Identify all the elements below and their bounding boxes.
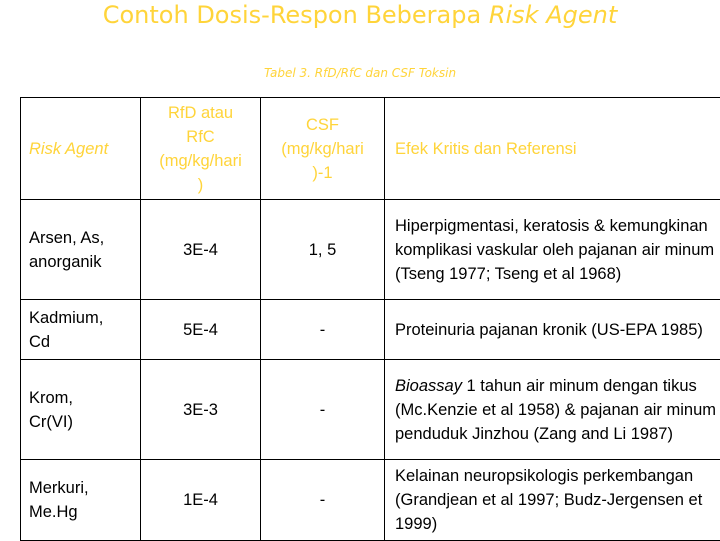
dose-response-table	[20, 97, 720, 541]
cell-agent	[21, 200, 141, 300]
cell-rfd: 3E-3	[141, 360, 261, 460]
cell-csf: 1, 5	[261, 200, 385, 300]
slide-title	[0, 0, 720, 30]
effect-italic: Bioassay	[395, 377, 462, 395]
agent-line: Merkuri,	[29, 479, 89, 497]
table-row	[21, 360, 720, 460]
table-caption: Tabel 3. RfD/RfC dan CSF Toksin	[0, 66, 720, 80]
cell-effect: Hiperpigmentasi, keratosis & kemungkinan komplikasi vaskular oleh pajanan air minum (Tseng 1977; Tseng et al 1968)	[385, 200, 720, 300]
effect-rest: 1 tahun air minum dengan tikus (Mc.Kenzie et al 1958) & pajanan air minum penduduk Jinzhou (Zang and Li 1987)	[395, 377, 716, 443]
agent-line: Krom,	[29, 389, 73, 407]
header-csf-line: (mg/kg/hari	[281, 140, 364, 158]
agent-line: anorganik	[29, 253, 101, 271]
header-rfd	[141, 98, 261, 200]
cell-agent	[21, 300, 141, 360]
slide-title-italic: Risk Agent	[489, 1, 617, 29]
cell-agent	[21, 460, 141, 541]
agent-line: Cd	[29, 333, 50, 351]
cell-rfd: 1E-4	[141, 460, 261, 541]
cell-csf: -	[261, 360, 385, 460]
agent-line: Me.Hg	[29, 503, 78, 521]
header-rfd-line: RfD atau	[168, 104, 233, 122]
header-rfd-line: RfC	[186, 128, 214, 146]
cell-csf: -	[261, 460, 385, 541]
table-row	[21, 460, 720, 541]
table-row	[21, 300, 720, 360]
header-rfd-line: )	[198, 176, 204, 194]
header-risk-agent: Risk Agent	[21, 98, 141, 200]
agent-line: Kadmium,	[29, 309, 103, 327]
header-csf-line: CSF	[306, 116, 339, 134]
cell-rfd: 3E-4	[141, 200, 261, 300]
agent-line: Arsen, As,	[29, 229, 104, 247]
header-csf	[261, 98, 385, 200]
cell-effect: Kelainan neuropsikologis perkembangan (Grandjean et al 1997; Budz-Jergensen et 1999)	[385, 460, 720, 541]
cell-csf: -	[261, 300, 385, 360]
cell-agent	[21, 360, 141, 460]
table-row	[21, 200, 720, 300]
header-rfd-line: (mg/kg/hari	[159, 152, 242, 170]
cell-rfd: 5E-4	[141, 300, 261, 360]
cell-effect: Proteinuria pajanan kronik (US-EPA 1985)	[385, 300, 720, 360]
header-effect: Efek Kritis dan Referensi	[385, 98, 720, 200]
slide-title-main: Contoh Dosis-Respon Beberapa	[103, 1, 489, 29]
header-csf-line: )-1	[312, 164, 332, 182]
cell-effect	[385, 360, 720, 460]
agent-line: Cr(VI)	[29, 413, 73, 431]
header-row	[21, 98, 720, 200]
